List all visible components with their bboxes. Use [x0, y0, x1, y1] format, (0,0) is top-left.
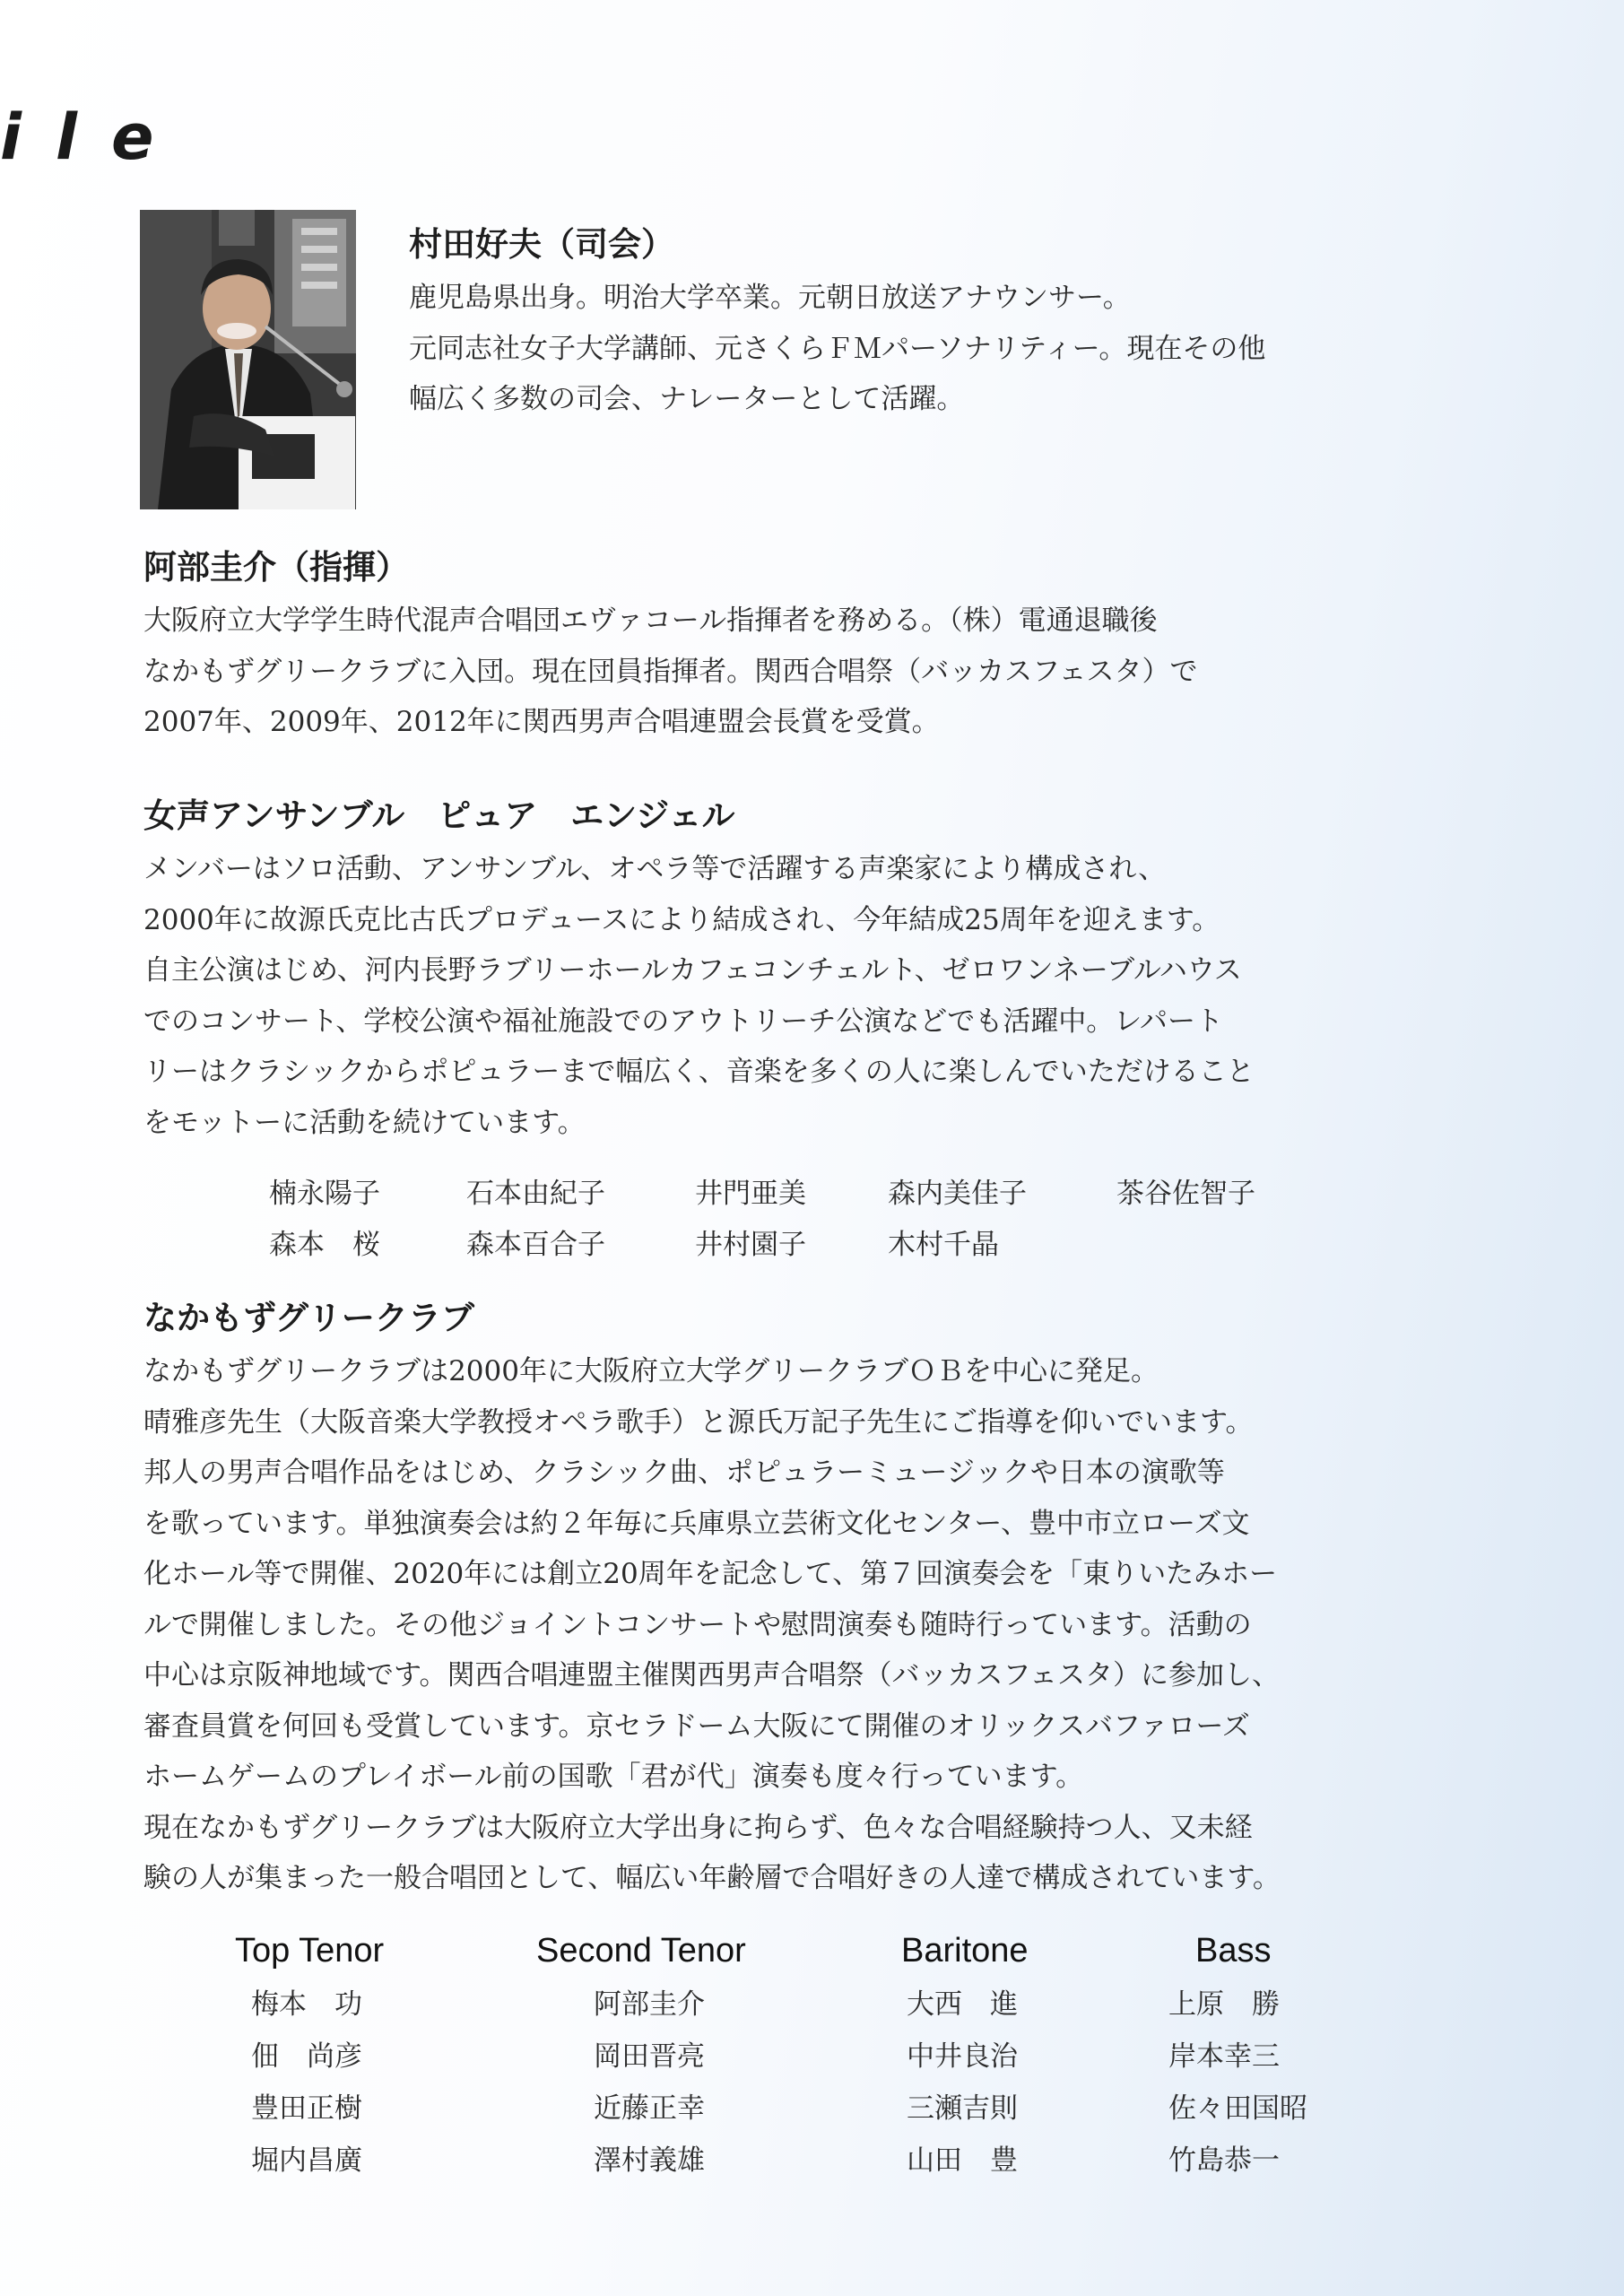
pure-angel-bio-line: リーはクラシックからポピュラーまで幅広く、音楽を多くの人に楽しんでいただけること: [143, 1056, 1255, 1088]
glee-bio-line: 現在なかもずグリークラブは大阪府立大学出身に拘らず、色々な合唱経験持つ人、又未経: [143, 1811, 1253, 1844]
part-baritone: [901, 1928, 1029, 2187]
part-bass: [1168, 1928, 1307, 2187]
part-heading: Bass: [1195, 1932, 1272, 1970]
glee-club-bio: [143, 1346, 1498, 1904]
member-name: 井門亜美: [695, 1178, 806, 1210]
part-member: 佃 尚彦: [251, 2040, 362, 2073]
abe-name: 阿部圭介（指揮）: [143, 548, 409, 587]
murata-bio-line: 鹿児島県出身。明治大学卒業。元朝日放送アナウンサー。: [409, 282, 1131, 314]
murata-bio: [409, 273, 1485, 425]
part-heading: Baritone: [901, 1932, 1029, 1970]
member-name: 井村園子: [695, 1229, 806, 1261]
pure-angel-bio-line: 2000年に故源氏克比古氏プロデュースにより結成され、今年結成25周年を迎えます。: [143, 903, 1220, 936]
murata-bio-line: 元同志社女子大学講師、元さくらＦＭパーソナリティー。現在その他: [409, 332, 1266, 365]
murata-profile: [409, 222, 1485, 425]
glee-bio-line: ホームゲームのプレイボール前の国歌「君が代」演奏も度々行っています。: [143, 1761, 1084, 1793]
abe-bio-line: なかもずグリークラブに入団。現在団員指揮者。関西合唱祭（バッカスフェスタ）で: [143, 655, 1198, 688]
glee-bio-line: 験の人が集まった一般合唱団として、幅広い年齢層で合唱好きの人達で構成されています。: [143, 1862, 1281, 1894]
part-member: 梅本 功: [251, 1988, 362, 2021]
part-member: 大西 進: [907, 1988, 1018, 2021]
pure-angel-bio-line: 自主公演はじめ、河内長野ラブリーホールカフェコンチェルト、ゼロワンネーブルハウス: [143, 954, 1242, 987]
page-heading: ile: [0, 100, 188, 174]
member-name: 楠永陽子: [269, 1178, 380, 1210]
glee-bio-line: 邦人の男声合唱作品をはじめ、クラシック曲、ポピュラーミュージックや日本の演歌等: [143, 1457, 1225, 1489]
part-member: 三瀬吉則: [907, 2092, 1018, 2125]
part-member: 竹島恭一: [1168, 2144, 1280, 2177]
pure-angel-name: 女声アンサンブル ピュア エンジェル: [143, 796, 735, 835]
mc-portrait-photo: [140, 210, 356, 509]
murata-bio-line: 幅広く多数の司会、ナレーターとして活躍。: [409, 383, 965, 415]
member-name: 森内美佳子: [888, 1178, 1027, 1210]
murata-name: 村田好夫（司会）: [409, 225, 674, 264]
part-member: 岸本幸三: [1168, 2040, 1280, 2073]
glee-bio-line: 化ホール等で開催、2020年には創立20周年を記念して、第７回演奏会を「東りいたみホー: [143, 1558, 1278, 1590]
glee-bio-line: なかもずグリークラブは2000年に大阪府立大学グリークラブＯＢを中心に発足。: [143, 1355, 1159, 1387]
part-member: 豊田正樹: [251, 2092, 362, 2125]
part-member: 中井良治: [907, 2040, 1018, 2073]
part-member: 佐々田国昭: [1168, 2092, 1307, 2125]
pure-angel-bio: [143, 844, 1498, 1148]
glee-bio-line: を歌っています。単独演奏会は約２年毎に兵庫県立芸術文化センター、豊中市立ローズ文: [143, 1507, 1250, 1540]
member-name: 石本由紀子: [466, 1178, 605, 1210]
glee-bio-line: 審査員賞を何回も受賞しています。京セラドーム大阪にて開催のオリックスバファローズ: [143, 1709, 1250, 1743]
part-member: 堀内昌廣: [251, 2144, 362, 2177]
pure-angel-bio-line: をモットーに活動を続けています。: [143, 1106, 586, 1139]
part-member: 近藤正幸: [594, 2092, 705, 2125]
pure-angel-bio-line: メンバーはソロ活動、アンサンブル、オペラ等で活躍する声楽家により構成され、: [143, 853, 1167, 885]
part-member: 上原 勝: [1168, 1988, 1280, 2021]
member-name: 森本百合子: [466, 1229, 605, 1261]
pure-angel-members: [269, 1169, 1314, 1271]
glee-bio-line: ルで開催しました。その他ジョイントコンサートや慰問演奏も随時行っています。活動の: [143, 1608, 1252, 1641]
pure-angel-bio-line: でのコンサート、学校公演や福祉施設でのアウトリーチ公演などでも活躍中。レパート: [143, 1004, 1224, 1038]
part-second-tenor: [536, 1928, 746, 2187]
part-member: 阿部圭介: [594, 1988, 705, 2021]
part-member: 山田 豊: [907, 2144, 1018, 2177]
abe-bio-line: 2007年、2009年、2012年に関西男声合唱連盟会長賞を受賞。: [143, 706, 940, 738]
abe-bio-line: 大阪府立大学学生時代混声合唱団エヴァコール指揮者を務める。（株）電通退職後: [143, 604, 1158, 637]
abe-bio: [143, 596, 1498, 748]
pure-angel-profile: [143, 794, 1498, 1148]
member-name: 木村千晶: [888, 1229, 999, 1261]
part-heading: Top Tenor: [235, 1932, 385, 1970]
abe-profile: [143, 545, 1498, 748]
glee-bio-line: 晴雅彦先生（大阪音楽大学教授オペラ歌手）と源氏万記子先生にご指導を仰いでいます。: [143, 1405, 1254, 1439]
part-heading: Second Tenor: [536, 1932, 746, 1970]
part-member: 澤村義雄: [594, 2144, 705, 2177]
glee-bio-line: 中心は京阪神地域です。関西合唱連盟主催関西男声合唱祭（バッカスフェスタ）に参加し、: [143, 1659, 1280, 1692]
part-member: 岡田晋亮: [594, 2040, 705, 2073]
member-name: 茶谷佐智子: [1116, 1178, 1255, 1210]
glee-club-name: なかもずグリークラブ: [143, 1299, 474, 1337]
member-name: 森本 桜: [269, 1229, 380, 1261]
glee-club-profile: [143, 1296, 1498, 1904]
part-top-tenor: [235, 1928, 384, 2187]
